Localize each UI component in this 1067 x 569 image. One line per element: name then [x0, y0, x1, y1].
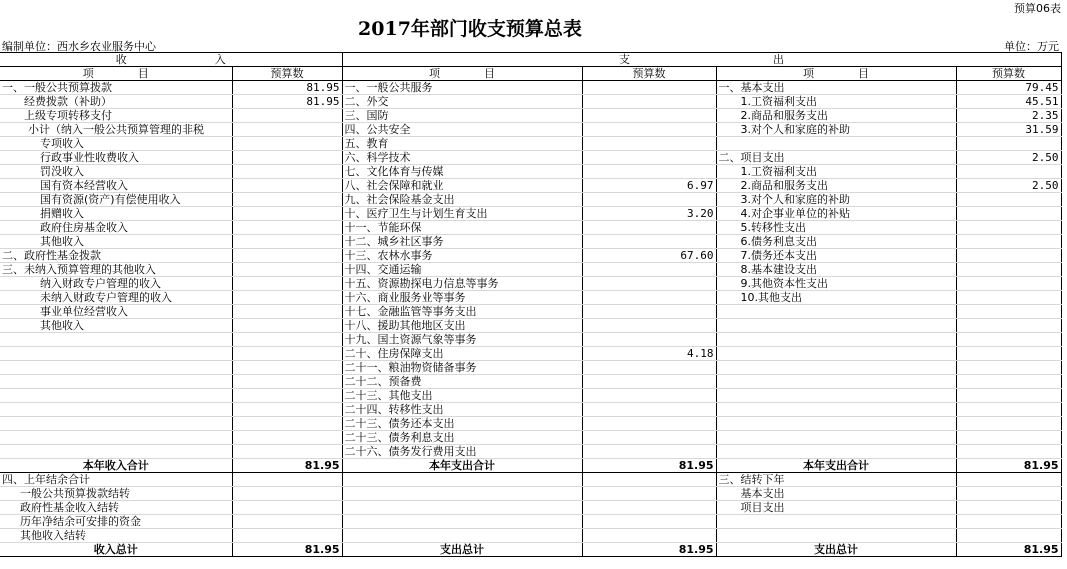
economic-item-cell [716, 389, 956, 403]
income-budget-cell [232, 305, 342, 319]
economic-item-cell [716, 347, 956, 361]
economic-item-cell [716, 333, 956, 347]
economic-item-cell [716, 515, 956, 529]
income-item-cell: 事业单位经营收入 [0, 305, 232, 319]
economic-budget-cell [956, 333, 1061, 347]
economic-budget-cell [956, 473, 1061, 487]
income-item-cell [0, 445, 232, 459]
economic-budget-cell [956, 319, 1061, 333]
function-item-cell: 十七、金融监管等事务支出 [342, 305, 582, 319]
function-budget-cell [582, 235, 716, 249]
income-budget-cell [232, 529, 342, 543]
table-row [0, 417, 1061, 431]
function-budget-cell [582, 137, 716, 151]
income-item-cell [0, 389, 232, 403]
function-item-cell: 二十三、债务还本支出 [342, 417, 582, 431]
table-row [0, 249, 1061, 263]
function-budget-cell: 81.95 [582, 459, 716, 473]
income-item-cell: 收入总计 [0, 543, 232, 557]
economic-budget-cell: 2.50 [956, 151, 1061, 165]
expense-header: 支 出 [342, 53, 1061, 67]
economic-item-header: 项 目 [716, 67, 956, 81]
section-header-row [0, 53, 1061, 67]
economic-item-cell: 三、结转下年 [716, 473, 956, 487]
economic-item-cell [716, 361, 956, 375]
economic-budget-cell [956, 347, 1061, 361]
economic-budget-cell [956, 501, 1061, 515]
income-budget-cell [232, 417, 342, 431]
table-row [0, 95, 1061, 109]
function-item-cell: 十五、资源勘探电力信息等事务 [342, 277, 582, 291]
income-budget-cell [232, 137, 342, 151]
economic-budget-cell: 81.95 [956, 459, 1061, 473]
table-row [0, 305, 1061, 319]
function-item-cell: 十四、交通运输 [342, 263, 582, 277]
economic-item-cell [716, 305, 956, 319]
economic-item-cell [716, 137, 956, 151]
function-budget-header: 预算数 [582, 67, 716, 81]
function-budget-cell [582, 277, 716, 291]
function-budget-cell [582, 291, 716, 305]
function-item-cell: 支出总计 [342, 543, 582, 557]
function-budget-cell: 81.95 [582, 543, 716, 557]
income-item-cell: 一般公共预算拨款结转 [0, 487, 232, 501]
function-budget-cell [582, 515, 716, 529]
function-budget-cell [582, 445, 716, 459]
function-budget-cell [582, 529, 716, 543]
income-budget-cell [232, 403, 342, 417]
income-item-cell: 国有资源(资产)有偿使用收入 [0, 193, 232, 207]
income-item-cell: 上级专项转移支付 [0, 109, 232, 123]
economic-item-cell [716, 375, 956, 389]
function-budget-cell [582, 193, 716, 207]
income-item-cell: 其他收入结转 [0, 529, 232, 543]
function-budget-cell: 67.60 [582, 249, 716, 263]
function-budget-cell: 6.97 [582, 179, 716, 193]
function-item-cell: 二十、住房保障支出 [342, 347, 582, 361]
income-budget-cell [232, 445, 342, 459]
grand-row [0, 543, 1061, 557]
economic-budget-cell [956, 277, 1061, 291]
function-item-cell: 五、教育 [342, 137, 582, 151]
income-budget-cell [232, 361, 342, 375]
table-row [0, 235, 1061, 249]
economic-budget-cell [956, 207, 1061, 221]
economic-item-cell [716, 403, 956, 417]
income-item-cell [0, 431, 232, 445]
economic-budget-cell: 79.45 [956, 81, 1061, 95]
income-item-cell: 政府性基金收入结转 [0, 501, 232, 515]
income-item-cell: 其他收入 [0, 319, 232, 333]
table-row [0, 179, 1061, 193]
income-budget-cell [232, 487, 342, 501]
form-number: 预算06表 [1014, 2, 1061, 15]
function-item-cell [342, 501, 582, 515]
income-budget-cell [232, 291, 342, 305]
function-budget-cell [582, 473, 716, 487]
income-item-cell: 历年净结余可安排的资金 [0, 515, 232, 529]
income-budget-cell [232, 235, 342, 249]
function-item-cell: 十九、国土资源气象等事务 [342, 333, 582, 347]
economic-item-cell: 10.其他支出 [716, 291, 956, 305]
table-row [0, 137, 1061, 151]
income-budget-cell [232, 431, 342, 445]
income-item-cell: 三、未纳入预算管理的其他收入 [0, 263, 232, 277]
income-budget-cell [232, 207, 342, 221]
function-budget-cell: 3.20 [582, 207, 716, 221]
function-budget-cell [582, 431, 716, 445]
economic-item-cell: 8.基本建设支出 [716, 263, 956, 277]
table-row [0, 221, 1061, 235]
function-item-cell: 二十三、债务利息支出 [342, 431, 582, 445]
function-budget-cell [582, 305, 716, 319]
table-row [0, 109, 1061, 123]
function-budget-cell [582, 417, 716, 431]
income-budget-cell [232, 319, 342, 333]
economic-item-cell: 二、项目支出 [716, 151, 956, 165]
income-item-cell: 专项收入 [0, 137, 232, 151]
function-item-cell: 二十二、预备费 [342, 375, 582, 389]
table-row [0, 445, 1061, 459]
income-item-cell [0, 375, 232, 389]
function-budget-cell [582, 487, 716, 501]
function-item-cell: 十二、城乡社区事务 [342, 235, 582, 249]
currency-unit: 单位：万元 [1004, 40, 1059, 53]
economic-budget-cell [956, 487, 1061, 501]
income-item-cell [0, 361, 232, 375]
table-row [0, 291, 1061, 305]
income-item-cell: 四、上年结余合计 [0, 473, 232, 487]
income-item-cell: 行政事业性收费收入 [0, 151, 232, 165]
income-item-cell [0, 333, 232, 347]
function-budget-cell [582, 389, 716, 403]
economic-budget-cell [956, 263, 1061, 277]
table-row [0, 123, 1061, 137]
function-budget-cell [582, 81, 716, 95]
economic-budget-cell [956, 375, 1061, 389]
economic-budget-header: 预算数 [956, 67, 1061, 81]
economic-budget-cell [956, 515, 1061, 529]
income-item-cell: 纳入财政专户管理的收入 [0, 277, 232, 291]
function-item-cell: 十一、节能环保 [342, 221, 582, 235]
table-row [0, 515, 1061, 529]
income-budget-cell [232, 221, 342, 235]
income-budget-cell [232, 501, 342, 515]
income-budget-cell [232, 151, 342, 165]
function-item-cell: 十八、援助其他地区支出 [342, 319, 582, 333]
economic-budget-cell [956, 193, 1061, 207]
function-item-cell: 二十四、转移性支出 [342, 403, 582, 417]
function-item-cell [342, 515, 582, 529]
income-item-cell: 一、一般公共预算拨款 [0, 81, 232, 95]
economic-item-cell: 6.债务利息支出 [716, 235, 956, 249]
table-row [0, 487, 1061, 501]
table-row [0, 501, 1061, 515]
income-item-cell: 罚没收入 [0, 165, 232, 179]
function-item-cell [342, 529, 582, 543]
table-row [0, 347, 1061, 361]
function-item-cell: 十六、商业服务业等事务 [342, 291, 582, 305]
table-row [0, 319, 1061, 333]
economic-item-cell: 2.商品和服务支出 [716, 109, 956, 123]
table-row [0, 165, 1061, 179]
column-header-row [0, 67, 1061, 81]
economic-item-cell: 3.对个人和家庭的补助 [716, 193, 956, 207]
function-item-cell [342, 487, 582, 501]
income-budget-cell: 81.95 [232, 81, 342, 95]
economic-item-cell: 1.工资福利支出 [716, 95, 956, 109]
table-row [0, 81, 1061, 95]
table-row [0, 193, 1061, 207]
income-budget-cell [232, 249, 342, 263]
table-row [0, 151, 1061, 165]
function-budget-cell [582, 221, 716, 235]
table-row [0, 263, 1061, 277]
income-item-cell: 二、政府性基金拨款 [0, 249, 232, 263]
economic-item-cell: 5.转移性支出 [716, 221, 956, 235]
economic-budget-cell [956, 431, 1061, 445]
function-item-cell: 十、医疗卫生与计划生育支出 [342, 207, 582, 221]
income-item-cell: 其他收入 [0, 235, 232, 249]
income-budget-cell [232, 123, 342, 137]
table-row [0, 375, 1061, 389]
economic-item-cell: 4.对企事业单位的补贴 [716, 207, 956, 221]
function-item-cell: 六、科学技术 [342, 151, 582, 165]
income-budget-cell [232, 347, 342, 361]
function-budget-cell [582, 123, 716, 137]
economic-budget-cell: 2.35 [956, 109, 1061, 123]
economic-item-cell: 2.商品和服务支出 [716, 179, 956, 193]
function-budget-cell: 4.18 [582, 347, 716, 361]
income-budget-cell [232, 109, 342, 123]
income-budget-cell [232, 473, 342, 487]
income-item-cell: 本年收入合计 [0, 459, 232, 473]
function-item-cell: 二十三、其他支出 [342, 389, 582, 403]
function-item-cell: 八、社会保障和就业 [342, 179, 582, 193]
income-budget-cell [232, 165, 342, 179]
income-item-cell: 政府住房基金收入 [0, 221, 232, 235]
economic-item-cell: 项目支出 [716, 501, 956, 515]
economic-budget-cell [956, 165, 1061, 179]
table-row [0, 403, 1061, 417]
income-budget-cell [232, 179, 342, 193]
table-row [0, 473, 1061, 487]
function-budget-cell [582, 263, 716, 277]
economic-item-cell: 支出总计 [716, 543, 956, 557]
function-item-cell: 本年支出合计 [342, 459, 582, 473]
economic-item-cell: 7.债务还本支出 [716, 249, 956, 263]
function-item-cell: 九、社会保险基金支出 [342, 193, 582, 207]
table-row [0, 529, 1061, 543]
economic-budget-cell [956, 305, 1061, 319]
income-budget-cell [232, 277, 342, 291]
table-row [0, 207, 1061, 221]
income-item-cell: 小计（纳入一般公共预算管理的非税 [0, 123, 232, 137]
economic-budget-cell [956, 137, 1061, 151]
income-budget-header: 预算数 [232, 67, 342, 81]
income-budget-cell: 81.95 [232, 95, 342, 109]
function-item-cell: 二、外交 [342, 95, 582, 109]
economic-item-cell: 9.其他资本性支出 [716, 277, 956, 291]
compiling-unit: 编制单位：西水乡农业服务中心 [2, 40, 156, 53]
income-budget-cell [232, 333, 342, 347]
economic-budget-cell: 31.59 [956, 123, 1061, 137]
function-item-cell: 十三、农林水事务 [342, 249, 582, 263]
income-item-cell: 国有资本经营收入 [0, 179, 232, 193]
income-budget-cell: 81.95 [232, 543, 342, 557]
economic-budget-cell [956, 389, 1061, 403]
economic-item-cell [716, 319, 956, 333]
function-item-cell: 三、国防 [342, 109, 582, 123]
economic-budget-cell [956, 403, 1061, 417]
economic-budget-cell [956, 417, 1061, 431]
function-budget-cell [582, 109, 716, 123]
economic-item-cell [716, 529, 956, 543]
function-budget-cell [582, 403, 716, 417]
function-budget-cell [582, 361, 716, 375]
function-item-cell: 四、公共安全 [342, 123, 582, 137]
function-item-cell: 二十六、债务发行费用支出 [342, 445, 582, 459]
function-item-cell: 七、文化体育与传媒 [342, 165, 582, 179]
function-budget-cell [582, 375, 716, 389]
income-item-cell [0, 403, 232, 417]
economic-item-cell [716, 417, 956, 431]
income-budget-cell [232, 263, 342, 277]
table-row [0, 431, 1061, 445]
economic-budget-cell [956, 249, 1061, 263]
table-row [0, 277, 1061, 291]
income-item-header: 项 目 [0, 67, 232, 81]
economic-budget-cell: 2.50 [956, 179, 1061, 193]
page-title: 2017年部门收支预算总表 [358, 18, 582, 40]
economic-budget-cell [956, 361, 1061, 375]
function-budget-cell [582, 319, 716, 333]
income-budget-cell [232, 193, 342, 207]
function-budget-cell [582, 165, 716, 179]
income-budget-cell [232, 375, 342, 389]
table-row [0, 389, 1061, 403]
function-item-cell: 二十一、粮油物资储备事务 [342, 361, 582, 375]
table-row [0, 361, 1061, 375]
economic-budget-cell [956, 529, 1061, 543]
economic-item-cell: 1.工资福利支出 [716, 165, 956, 179]
economic-item-cell [716, 445, 956, 459]
table-row [0, 333, 1061, 347]
function-item-header: 项 目 [342, 67, 582, 81]
economic-budget-cell [956, 235, 1061, 249]
function-item-cell: 一、一般公共服务 [342, 81, 582, 95]
function-budget-cell [582, 95, 716, 109]
economic-item-cell [716, 431, 956, 445]
income-budget-cell [232, 515, 342, 529]
function-budget-cell [582, 501, 716, 515]
budget-table [0, 52, 1062, 557]
economic-item-cell: 本年支出合计 [716, 459, 956, 473]
economic-budget-cell [956, 291, 1061, 305]
total-row [0, 459, 1061, 473]
function-item-cell [342, 473, 582, 487]
function-budget-cell [582, 151, 716, 165]
economic-budget-cell: 81.95 [956, 543, 1061, 557]
income-item-cell: 未纳入财政专户管理的收入 [0, 291, 232, 305]
economic-item-cell: 一、基本支出 [716, 81, 956, 95]
economic-budget-cell [956, 445, 1061, 459]
income-item-cell [0, 347, 232, 361]
economic-budget-cell [956, 221, 1061, 235]
income-budget-cell [232, 389, 342, 403]
economic-budget-cell: 45.51 [956, 95, 1061, 109]
economic-item-cell: 基本支出 [716, 487, 956, 501]
income-header: 收 入 [0, 53, 342, 67]
income-item-cell [0, 417, 232, 431]
income-item-cell: 经费拨款（补助） [0, 95, 232, 109]
function-budget-cell [582, 333, 716, 347]
economic-item-cell: 3.对个人和家庭的补助 [716, 123, 956, 137]
income-budget-cell: 81.95 [232, 459, 342, 473]
income-item-cell: 捐赠收入 [0, 207, 232, 221]
